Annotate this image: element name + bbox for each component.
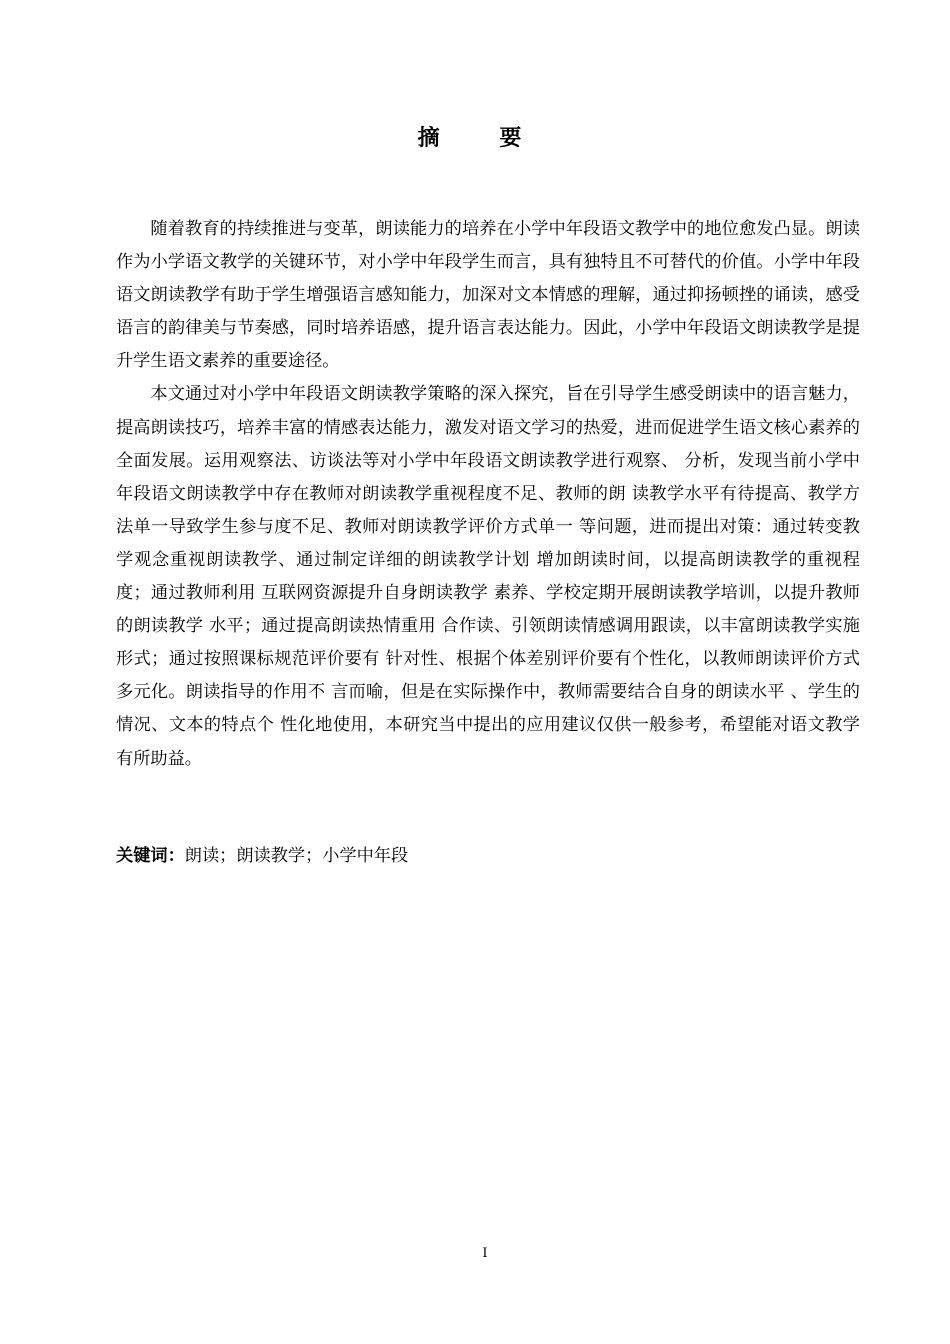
abstract-title: 摘 要	[417, 125, 548, 151]
keywords-line	[116, 840, 860, 873]
abstract-paragraph-2: 本文通过对小学中年段语文朗读教学策略的深入探究，旨在引导学生感受朗读中的语言魅力，提高朗读技巧，培养丰富的情感表达能力，激发对语文学习的热爱，进而促进学生语文核心素养的全面发展。运用观察法、访谈法等对小学中年段语文朗读教学进行观察、 分析，发现当前小学中年段语文朗读教学中存在教师对朗读教学重视程度不足、教师的朗 读教学水平有待提高、教学方法单一导致学生参与度不足、教师对朗读教学评价方式单一 等问题，进而提出对策：通过转变教学观念重视朗读教学、通过制定详细的朗读教学计划 增加朗读时间，以提高朗读教学的重视程度；通过教师利用 互联网资源提升自身朗读教学 素养、学校定期开展朗读教学培训，以提升教师的朗读教学 水平；通过提高朗读热情重用 合作读、引领朗读情感调用跟读，以丰富朗读教学实施形式；通过按照课标规范评价要有 针对性、根据个体差别评价要有个性化，以教师朗读评价方式多元化。朗读指导的作用不 言而喻，但是在实际操作中，教师需要结合自身的朗读水平 、学生的情况、文本的特点个 性化地使用，本研究当中提出的应用建议仅供一般参考，希望能对语文教学有所助益。	[116, 384, 860, 769]
page-number: I	[482, 1246, 488, 1261]
keywords-label: 关键词：	[116, 846, 185, 866]
abstract-body	[116, 213, 860, 776]
abstract-paragraph-1: 随着教育的持续推进与变革，朗读能力的培养在小学中年段语文教学中的地位愈发凸显。朗读作为小学语文教学的关键环节，对小学中年段学生而言，具有独特且不可替代的价值。小学中年段语文朗读教学有助于学生增强语言感知能力，加深对文本情感的理解，通过抑扬顿挫的诵读，感受语言的韵律美与节奏感，同时培养语感，提升语言表达能力。因此，小学中年段语文朗读教学是提升学生语文素养的重要途径。	[116, 219, 860, 372]
keywords-value: 朗读；朗读教学；小学中年段	[184, 846, 409, 866]
